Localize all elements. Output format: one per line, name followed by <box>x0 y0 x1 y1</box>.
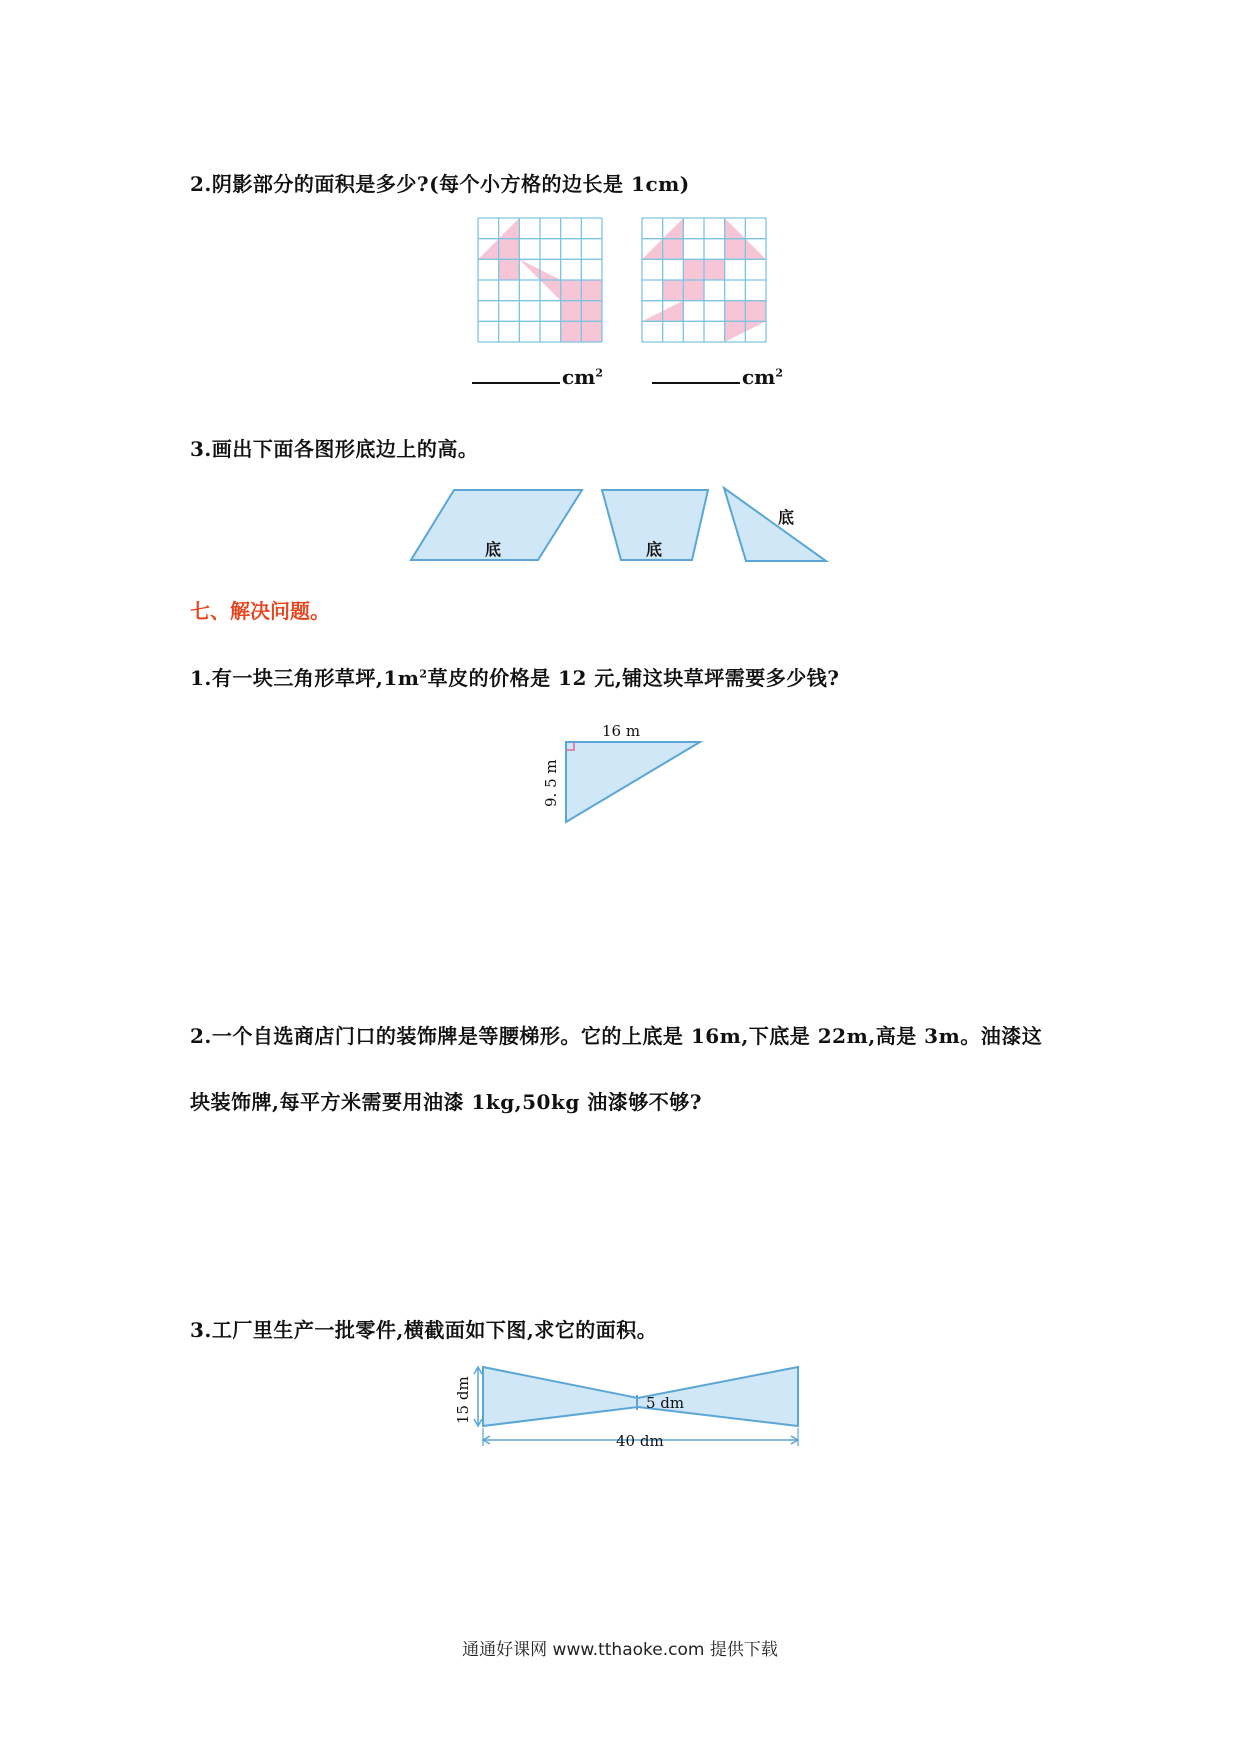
label-9-5m: 9. 5 m <box>542 759 560 807</box>
blank-line <box>652 382 740 384</box>
answer-blank-2[interactable]: $cm^2$ <box>652 365 783 389</box>
section-7-title: 七、解决问题。 <box>190 599 330 623</box>
label-15dm: 15 dm <box>454 1376 472 1424</box>
right-triangle-figure <box>540 712 720 827</box>
label-16m: 16 m <box>602 722 641 740</box>
p2-line1: 2.一个自选商店门口的装饰牌是等腰梯形。它的上底是 16m,下底是 22m,高是 3m。油漆这 <box>190 1024 1043 1048</box>
p2-line2: 块装饰牌,每平方米需要用油漆 1kg,50kg 油漆够不够? <box>190 1090 703 1114</box>
bowtie-shape <box>483 1367 798 1426</box>
p3-question: 3.工厂里生产一批零件,横截面如下图,求它的面积。 <box>190 1318 658 1342</box>
grid-figure-2 <box>642 218 766 342</box>
grid-figure-1 <box>478 218 602 342</box>
blank-line <box>472 382 560 384</box>
q2-title: 2.阴影部分的面积是多少?(每个小方格的边长是 1cm) <box>190 172 690 196</box>
right-triangle-shape <box>566 742 700 822</box>
triangle-shape <box>724 488 826 561</box>
p1-question: 1.有一块三角形草坪$,1m^2$草皮的价格是 12 元,铺这块草坪需要多少钱? <box>190 666 840 690</box>
shapes-draw-height <box>410 485 840 565</box>
trapezoid-base-label: 底 <box>646 540 663 559</box>
triangle-base-label: 底 <box>778 508 795 527</box>
label-5dm: 5 dm <box>646 1394 685 1412</box>
answer-blank-1[interactable]: $cm^2$ <box>472 365 603 389</box>
q3-title: 3.画出下面各图形底边上的高。 <box>190 437 479 461</box>
footer: 通通好课网 www.tthaoke.com 提供下载 <box>462 1640 778 1660</box>
label-40dm: 40 dm <box>616 1432 664 1450</box>
bowtie-figure <box>448 1362 808 1452</box>
parallelogram-base-label: 底 <box>485 540 502 559</box>
